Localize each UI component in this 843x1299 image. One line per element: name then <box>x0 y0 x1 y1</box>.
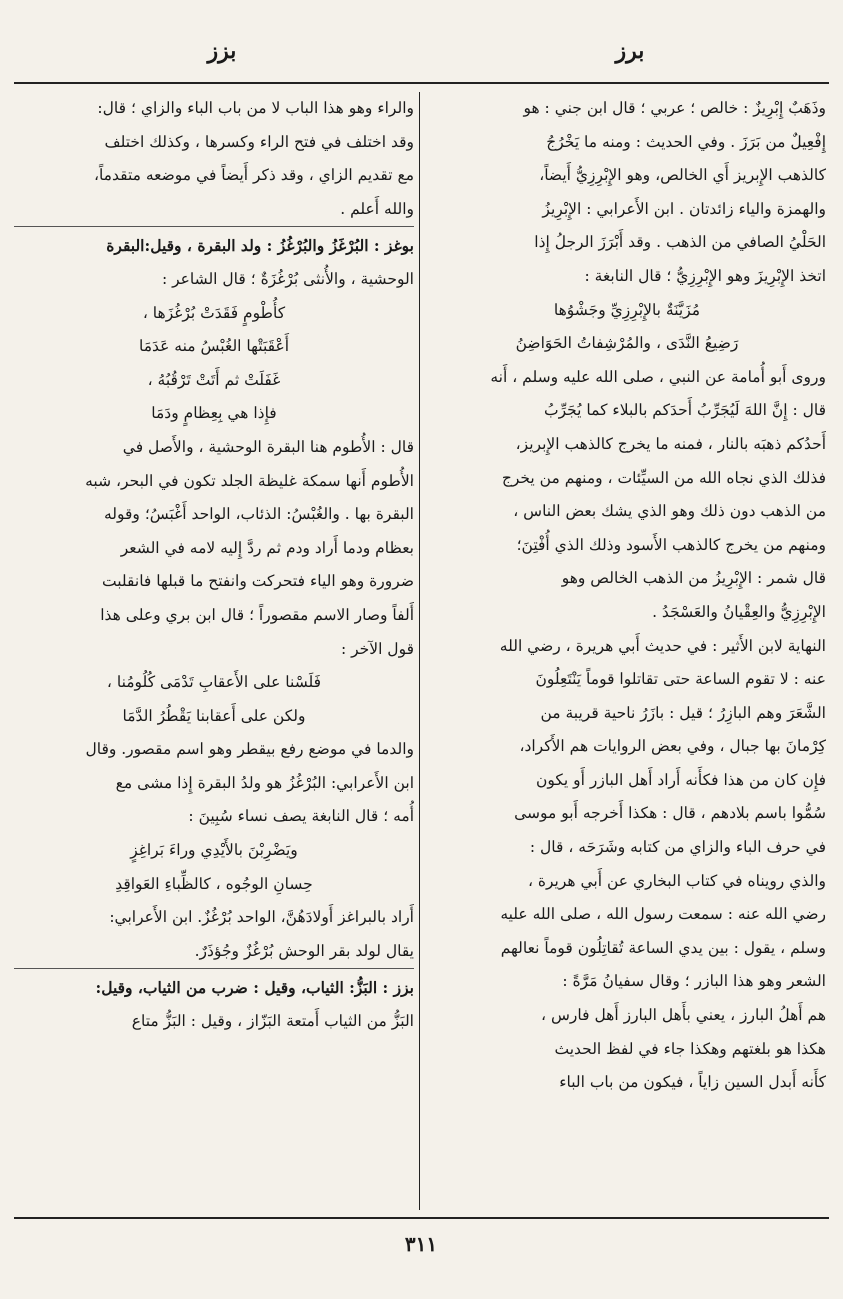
text-line: كِرْمانَ بها جبال ، وفي بعض الروايات هم الأَكراد، <box>519 737 826 756</box>
text-line: وروى أَبو أُمامة عن النبي ، صلى الله عليه وسلم ، أَنه <box>490 367 826 386</box>
text-line: في حرف الباء والزاي من كتابه وشَرَحَه ، قال : <box>529 838 826 857</box>
text-line: قال شمر : الإِبْرِيزُ من الذهب الخالص وهو <box>561 569 826 588</box>
text-line: يقال لولد بقر الوحش بُرْغُزٌ وجُؤذَرٌ. <box>194 941 414 960</box>
text-line: والله أَعلم . <box>340 199 414 218</box>
verse-line: كأُطْومٍ فَقَدَتْ بُرْغُزَها ، <box>142 303 286 322</box>
verse-line: فإِذا هي بِعِظامٍ ودَمَا <box>151 404 277 423</box>
text-line: البَزُّ من الثياب أَمتعة البَزّاز ، وقيل : البَزُّ متاع <box>131 1012 414 1031</box>
verse-line: مُزَيَّنَةٌ بالإِبْرِزِيِّ وجَشْوُها <box>553 300 701 319</box>
text-line: البقرة بها . والغُبْسُ: الذئاب، الواحد أَغْبَسُ؛ وقوله <box>103 505 414 524</box>
text-line: الإِبْرِزِيُّ والعِقْيانُ والعَسْجَدُ . <box>652 602 826 621</box>
text-line: والراء وهو هذا الباب لا من باب الباء والزاي ؛ قال: <box>97 99 414 117</box>
text-line: سُمُّوا باسم بلادهم ، قال : هكذا أَخرجه أَبو موسى <box>514 804 826 823</box>
text-line: هم أَهلُ البارز ، يعني بأَهل البارز أَهل فارس ، <box>541 1006 826 1025</box>
text-line: عنه : لا تقوم الساعة حتى تقاتلوا قوماً يَنْتَعِلُونَ <box>535 670 826 689</box>
text-line: والهمزة والياء زائدتان . ابن الأَعرابي : الإِبْرِيزُ <box>542 199 826 218</box>
text-line: النهاية لابن الأَثير : في حديث أَبي هريرة ، رضي الله <box>499 636 826 655</box>
text-line: رضي الله عنه : سمعت رسول الله ، صلى الله عليه <box>500 905 826 924</box>
text-line: كأَنه أَبدل السين زاياً ، فيكون من باب الباء <box>559 1073 826 1092</box>
text-line: فذلك الذي نجاه الله من السيِّئات ، ومنهم من يخرج <box>501 468 826 487</box>
text-line: الأُطوم أَنها سمكة غليظة الجلد تكون في البحر، شبه <box>85 471 414 490</box>
text-line: وسلم ، يقول : بين يدي الساعة تُقاتِلُون قوماً نعالهم <box>500 938 826 957</box>
text-line: اتخذ الإِبْرِيزَ وهو الإِبْرِزِيُّ ؛ قال النابغة : <box>584 266 826 285</box>
text-line: والذي رويناه في كتاب البخاري عن أَبي هريرة ، <box>527 871 826 890</box>
verse-line: رَضِيعُ النَّدَى ، والمُرْشِفاتُ الحَوَاضِنُ <box>515 334 739 353</box>
verse-line: أَعْقَبَتْها الغُبْسُ منه عَدَمَا <box>138 337 290 356</box>
text-line: الشعر وهو هذا البازر ؛ وقال سفيانُ مَرَّةً : <box>562 972 826 991</box>
text-line: مع تقديم الزاي ، وقد ذكر أَيضاً في موضعه متقدماً، <box>93 166 414 185</box>
running-header-left: بزز <box>207 38 237 64</box>
entry-headword-line: بوغز : البُرْغَزُ والبُرْغُزُ : ولد البقرة ، وقيل:البقرة <box>14 226 414 263</box>
text-line: وذَهَبٌ إِبْرِيزٌ : خالص ؛ عربي ؛ قال ابن جني : هو <box>523 99 826 117</box>
header-rule <box>14 82 829 84</box>
text-line: الحَلْيُ الصافي من الذهب . وقد أَبْرَزَ الرجلُ إِذا <box>534 233 826 252</box>
column-divider <box>419 92 420 1210</box>
text-line: كالذهب الإِبريز أَي الخالص، وهو الإِبْرِزِيُّ أَيضاً، <box>539 166 826 185</box>
right-column <box>428 92 826 1212</box>
left-column <box>14 92 414 1212</box>
page-number: ٣١١ <box>404 1232 438 1256</box>
text-line: من الذهب دون ذلك وهو الذي يشك بعض الناس ، <box>513 502 826 521</box>
text-line: فإِن كان من هذا فكأَنه أَراد أَهل البازر أَو يكون <box>535 770 826 789</box>
text-line: أَلفاً وصار الاسم مقصوراً ؛ قال ابن بري وعلى هذا <box>100 605 414 624</box>
text-line: والدما في موضع رفع بيقطر وهو اسم مقصور. وقال <box>85 740 414 759</box>
text-line: الوحشية ، والأُنثى بُرْغُزَةٌ ؛ قال الشاعر : <box>161 269 414 288</box>
text-line: أَراد بالبراغز أَولادَهُنَّ، الواحد بُرْغُزٌ. ابن الأَعرابي: <box>109 908 414 927</box>
text-line: أَحدُكم ذهبَه بالنار ، فمنه ما يخرج كالذهب الإِبريز، <box>515 434 826 453</box>
verse-line: فَلَسْنا على الأَعقابِ تَدْمَى كُلُومُنا ، <box>106 673 322 692</box>
verse-line: غَفَلَتْ ثم أَتَتْ تَرْقُبُهُ ، <box>147 370 281 389</box>
text-line: ومنهم من يخرج كالذهب الأَسود وذلك الذي أُفْتِنَ؛ <box>516 535 826 554</box>
text-line: هكذا هو بلغتهم وهكذا جاء في لفظ الحديث <box>554 1039 826 1058</box>
text-line: قال : الأُطوم هنا البقرة الوحشية ، والأَصل في <box>122 437 414 456</box>
text-line: ضرورة وهو الياء فتحركت وانفتح ما قبلها فانقلبت <box>102 572 414 591</box>
text-line: قال : إِنَّ اللهَ لَيُجَرِّبُ أَحدَكم بالبلاء كما يُجَرِّبُ <box>544 401 826 420</box>
text-line: الشَّعَرَ وهم البازِرُ ؛ قيل : بازَرُ ناحية قريبة من <box>540 703 826 722</box>
verse-line: ويَضْرِبْنَ بالأَيْدِي وراءَ بَراغِزٍ <box>130 841 298 860</box>
text-line: ابن الأَعرابي: البُرْغُزُ هو ولدُ البقرة إِذا مشى مع <box>115 773 414 792</box>
entry-headword-line: بزز : البَزُّ: الثياب، وقيل : ضرب من الثياب، وقيل: <box>14 968 414 1005</box>
footer-rule <box>14 1217 829 1219</box>
running-header-right: برز <box>615 38 645 64</box>
verse-line: ولكن على أَعقابنا يَقْطُرُ الدَّمَا <box>122 706 306 725</box>
verse-line: حِسانِ الوجُوه ، كالظِّباءِ العَواقِدِ <box>115 874 313 893</box>
text-line: وقد اختلف في فتح الراء وكسرها ، وكذلك اختلف <box>104 132 414 151</box>
text-line: إِفْعِيلٌ من بَرَزَ . وفي الحديث : ومنه ما يَخْرُجُ <box>546 132 826 151</box>
text-line: بعظام ودما أَراد ودم ثم ردَّ إِليه لامه في الشعر <box>120 538 414 557</box>
text-line: قول الآخر : <box>340 639 414 658</box>
text-line: أُمه ؛ قال النابغة يصف نساء سُبِينَ : <box>188 807 414 826</box>
